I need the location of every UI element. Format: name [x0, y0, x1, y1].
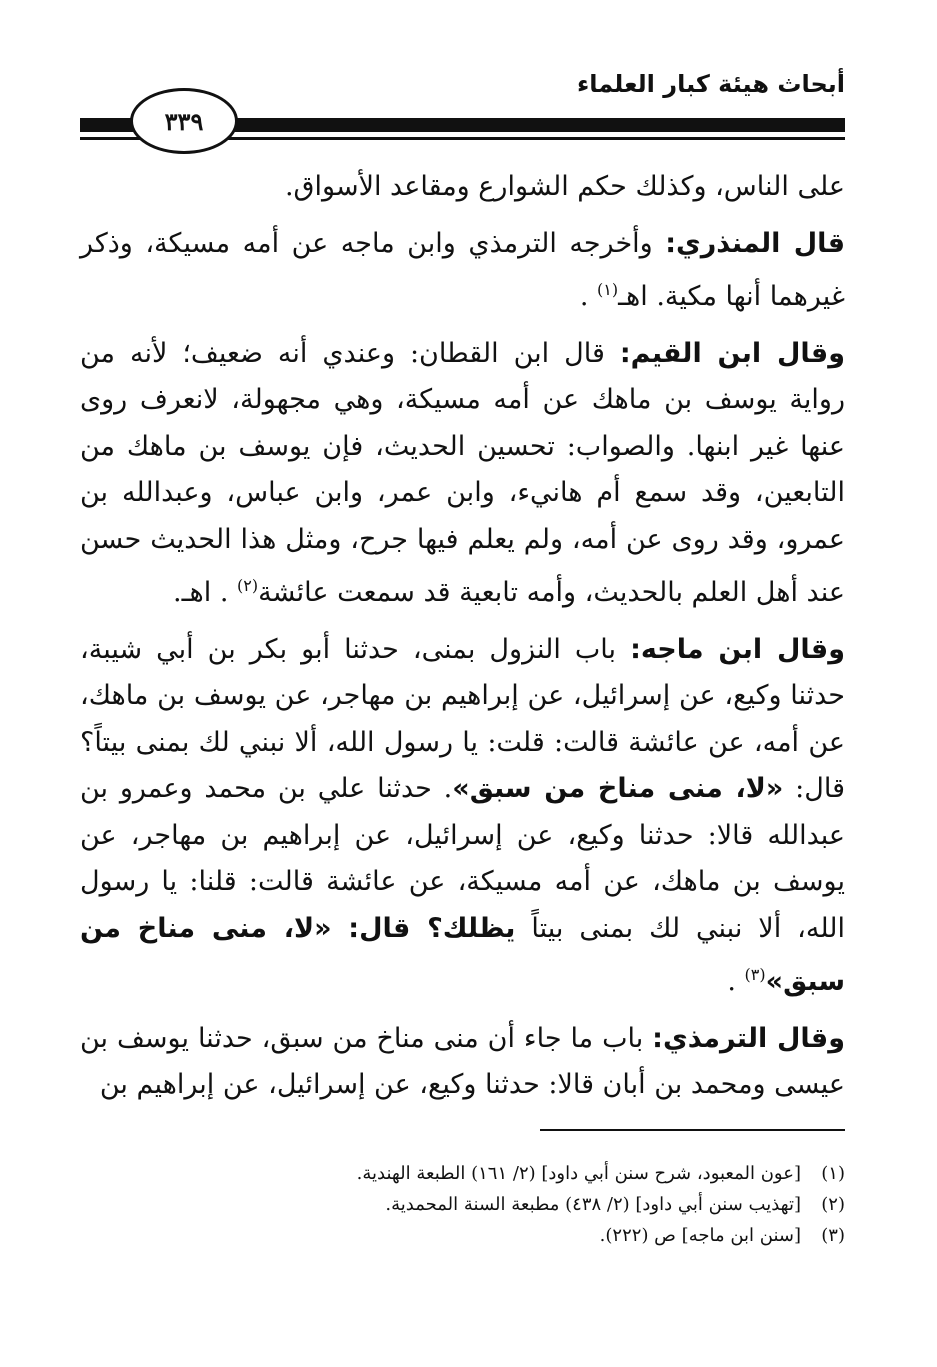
- speaker-label: وقال ابن القيم:: [619, 337, 845, 369]
- footnote: [200, 1220, 845, 1251]
- footnote-number: (١): [821, 1163, 845, 1184]
- main-text: [80, 164, 845, 1121]
- paragraph-text: على الناس، وكذلك حكم الشوارع ومقاعد الأسواق.: [284, 171, 845, 202]
- page-number: ٣٣٩: [130, 88, 238, 154]
- paragraph-text: . حدثنا علي بن محمد وعمرو بن عبدالله قالا: حدثنا وكيع، عن إسرائيل، عن إبراهيم بن مهاجر، عن يوسف بن ماهك، عن أمه مسيكة، عن عائشة قالت: قلنا: يا رسول الله، ألا نبني لك بمنى بيتاً: [80, 773, 846, 944]
- paragraph: [80, 627, 845, 1006]
- paragraph: [80, 331, 845, 617]
- paragraph: [80, 221, 845, 321]
- paragraph: [80, 1016, 845, 1109]
- footnote: [200, 1189, 845, 1220]
- quote: يظلك؟ قال: «لا، منى مناخ من سبق»: [80, 912, 845, 997]
- footnote-ref: (٣): [744, 965, 766, 984]
- footnote-number: (٢): [821, 1194, 845, 1215]
- footnote-text: [سنن ابن ماجه] ص (٢٢٢).: [599, 1225, 801, 1246]
- paragraph-end: .: [579, 281, 589, 312]
- paragraph-text: باب ما جاء أن منى مناخ من سبق، حدثنا يوسف بن عيسى ومحمد بن أبان قالا: حدثنا وكيع، عن إسرائيل، عن إبراهيم بن: [80, 1022, 845, 1100]
- footnote-separator: [540, 1129, 845, 1131]
- speaker-label: قال المنذري:: [665, 227, 846, 259]
- paragraph-text: باب النزول بمنى، حدثنا أبو بكر بن أبي شيبة، حدثنا وكيع، عن إسرائيل، عن إبراهيم بن مهاجر، عن يوسف بن ماهك، عن أمه، عن عائشة قالت: قلت: يا رسول الله، ألا نبني لك بمنى بيتاً؟ قال:: [80, 633, 845, 804]
- quote: «لا، منى مناخ من سبق»: [452, 773, 784, 804]
- speaker-label: وقال الترمذي:: [652, 1022, 845, 1054]
- footnote: [200, 1158, 845, 1189]
- footnote-number: (٣): [821, 1225, 845, 1246]
- paragraph: [80, 164, 845, 211]
- footnote-text: [عون المعبود، شرح سنن أبي داود] (٢/ ١٦١) الطبعة الهندية.: [356, 1163, 801, 1184]
- paragraph-end: .: [727, 966, 736, 997]
- footnote-ref: (٢): [237, 576, 259, 595]
- paragraph-text: وأخرجه الترمذي وابن ماجه عن أمه مسيكة، وذكر غيرهما أنها مكية. اهـ: [80, 227, 845, 312]
- footnotes: [200, 1158, 845, 1251]
- footnote-ref: (١): [597, 280, 619, 299]
- paragraph-text: قال ابن القطان: وعندي أنه ضعيف؛ لأنه من رواية يوسف بن ماهك عن أمه مسيكة، وهي مجهولة، لانعرف روى عنها غير ابنها. والصواب: تحسين الحديث، فإن يوسف بن ماهك من التابعين، وقد سمع أم هانيء، وابن عمر، وابن عباس، وعبدالله بن عمرو، وقد روى عن أمه، ولم يعلم فيها جرح، ومثل هذا الحديث حسن عند أهل العلم بالحديث، وأمه تابعية قد سمعت عائشة: [80, 337, 845, 608]
- header-title: أبحاث هيئة كبار العلماء: [576, 70, 845, 98]
- paragraph-end: . اهـ.: [173, 577, 229, 608]
- footnote-text: [تهذيب سنن أبي داود] (٢/ ٤٣٨) مطبعة السنة المحمدية.: [385, 1194, 801, 1215]
- speaker-label: وقال ابن ماجه:: [630, 633, 845, 665]
